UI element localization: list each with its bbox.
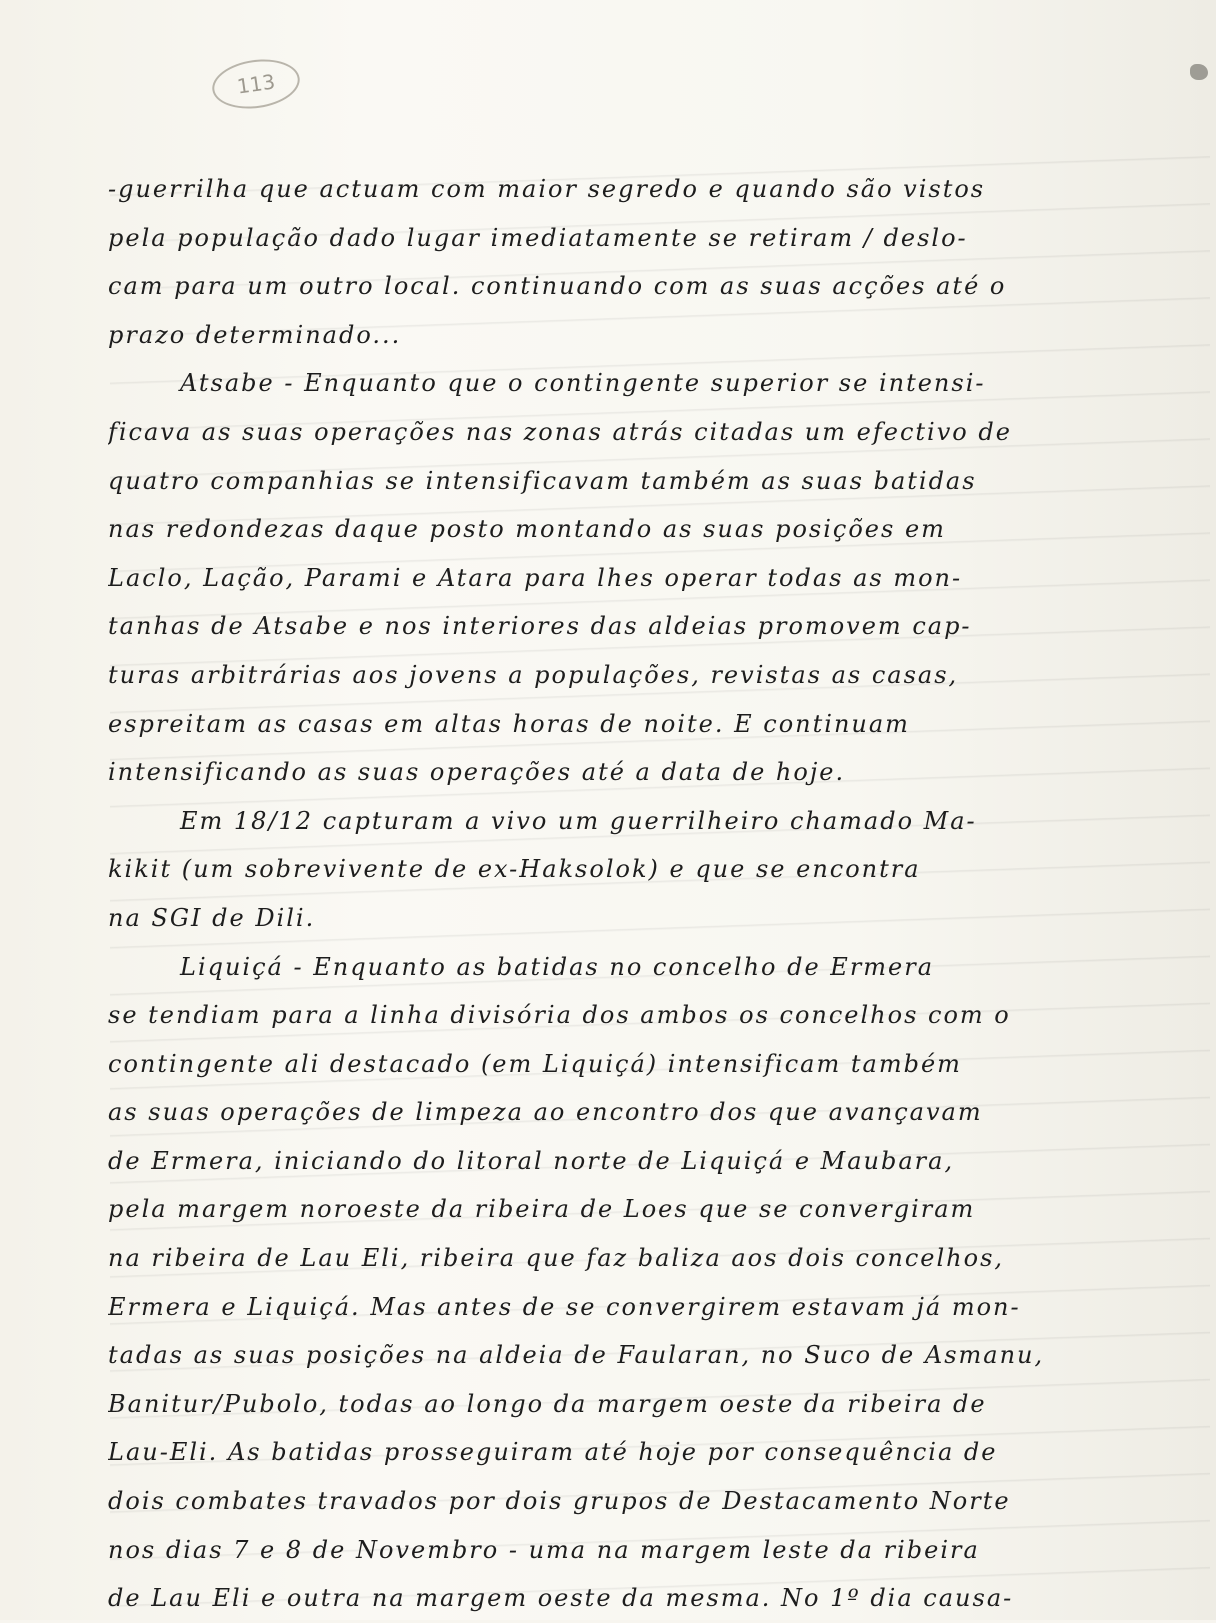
corner-smudge — [1190, 64, 1208, 80]
manuscript-line: na ribeira de Lau Eli, ribeira que faz baliza aos dois concelhos, — [108, 1244, 1005, 1273]
manuscript-line: Ermera e Liquiçá. Mas antes de se convergirem estavam já mon- — [108, 1292, 1021, 1321]
manuscript-body — [108, 165, 1188, 1623]
page-number-stamp: 113 — [209, 54, 303, 114]
manuscript-line: turas arbitrárias aos jovens a populações, revistas as casas, — [108, 660, 959, 689]
manuscript-line: as suas operações de limpeza ao encontro dos que avançavam — [108, 1098, 983, 1127]
manuscript-line: pela margem noroeste da ribeira de Loes que se convergiram — [108, 1195, 976, 1224]
manuscript-line: se tendiam para a linha divisória dos ambos os concelhos com o — [108, 1001, 1011, 1030]
manuscript-line: intensificando as suas operações até a data de hoje. — [108, 758, 846, 787]
manuscript-line: Em 18/12 capturam a vivo um guerrilheiro chamado Ma- — [180, 806, 977, 835]
manuscript-line: Banitur/Pubolo, todas ao longo da margem oeste da ribeira de — [108, 1389, 987, 1418]
manuscript-line: -guerrilha que actuam com maior segredo e quando são vistos — [108, 175, 986, 203]
manuscript-line: de Ermera, iniciando do litoral norte de Liquiçá e Maubara, — [108, 1146, 955, 1175]
manuscript-line: Laclo, Lação, Parami e Atara para lhes operar todas as mon- — [108, 563, 963, 592]
manuscript-line: nos dias 7 e 8 de Novembro - uma na margem leste da ribeira — [108, 1535, 980, 1564]
manuscript-line: pela população dado lugar imediatamente se retiram / deslo- — [108, 223, 968, 252]
manuscript-line: Lau-Eli. As batidas prosseguiram até hoje por consequência de — [108, 1438, 998, 1467]
manuscript-line: tadas as suas posições na aldeia de Faularan, no Suco de Asmanu, — [108, 1341, 1045, 1370]
manuscript-line: nas redondezas daque posto montando as suas posições em — [108, 515, 946, 544]
manuscript-line: quatro companhias se intensificavam também as suas batidas — [108, 466, 977, 495]
manuscript-line: ficava as suas operações nas zonas atrás citadas um efectivo de — [108, 417, 1012, 446]
manuscript-line: dois combates travados por dois grupos de Destacamento Norte — [108, 1487, 1011, 1516]
manuscript-line: contingente ali destacado (em Liquiçá) intensificam também — [108, 1049, 962, 1078]
manuscript-line: Liquiçá - Enquanto as batidas no concelho de Ermera — [180, 952, 935, 981]
manuscript-line: na SGI de Dili. — [108, 903, 316, 932]
manuscript-line: tanhas de Atsabe e nos interiores das aldeias promovem cap- — [108, 612, 972, 641]
manuscript-line: kikit (um sobrevivente de ex-Haksolok) e que se encontra — [108, 855, 921, 884]
manuscript-line: espreitam as casas em altas horas de noite. E continuam — [108, 709, 910, 738]
manuscript-line: prazo determinado... — [108, 320, 402, 349]
manuscript-line: cam para um outro local. continuando com as suas acções até o — [108, 272, 1007, 301]
manuscript-line: Atsabe - Enquanto que o contingente superior se intensi- — [180, 369, 986, 398]
manuscript-line: de Lau Eli e outra na margem oeste da mesma. No 1º dia causa- — [108, 1584, 1014, 1613]
